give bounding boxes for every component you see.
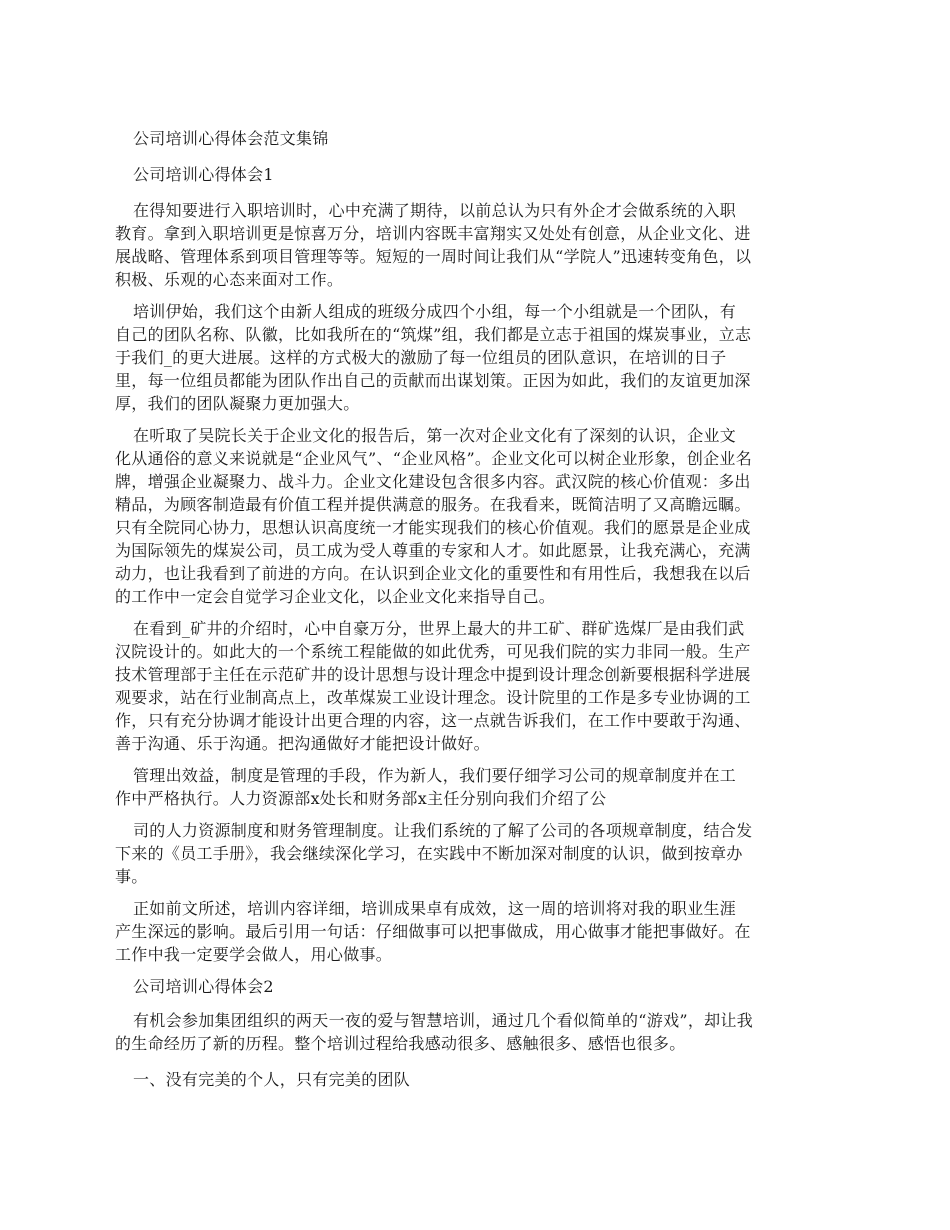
paragraph-line: 有机会参加集团组织的两天一夜的爱与智慧培训，通过几个看似简单的“游戏”，却让我	[133, 1011, 754, 1030]
paragraph-line: 技术管理部于主任在示范矿井的设计思想与设计理念中提到设计理念创新要根据科学进展	[115, 665, 751, 684]
paragraph-line: 精品，为顾客制造最有价值工程并提供满意的服务。在我看来，既简洁明了又高瞻远瞩。	[115, 495, 751, 514]
paragraph-line: 事。	[115, 867, 148, 886]
paragraph-line: 教育。拿到入职培训更是惊喜万分，培训内容既丰富翔实又处处有创意，从企业文化、进	[115, 224, 751, 243]
section-heading-1: 公司培训心得体会1	[133, 165, 274, 184]
paragraph-line: 正如前文所述，培训内容详细，培训成果卓有成效，这一周的培训将对我的职业生涯	[133, 899, 737, 918]
paragraph-line: 里，每一位组员都能为团队作出自己的贡献而出谋划策。正因为如此，我们的友谊更加深	[115, 371, 751, 390]
paragraph-line: 下来的《员工手册》，我会继续深化学习，在实践中不断加深对制度的认识，做到按章办	[115, 844, 743, 863]
paragraph-line: 的生命经历了新的历程。整个培训过程给我感动很多、感触很多、感悟也很多。	[115, 1034, 686, 1053]
paragraph-line: 工作中我一定要学会做人，用心做事。	[115, 945, 393, 964]
paragraph-line: 为国际领先的煤炭公司，员工成为受人尊重的专家和人才。如此愿景，让我充满心，充满	[115, 541, 751, 560]
paragraph-line: 积极、乐观的心态来面对工作。	[115, 270, 344, 289]
paragraph-line: 于我们_的更大进展。这样的方式极大的激励了每一位组员的团队意识，在培训的日子	[115, 348, 727, 367]
paragraph-line: 培训伊始，我们这个由新人组成的班级分成四个小组，每一个小组就是一个团队，有	[133, 302, 737, 321]
paragraph-line: 展战略、管理体系到项目管理等等。短短的一周时间让我们从“学院人”迅速转变角色，以	[115, 247, 752, 266]
paragraph-line: 管理出效益，制度是管理的手段，作为新人，我们要仔细学习公司的规章制度并在工	[133, 766, 737, 785]
paragraph-line: 的工作中一定会自觉学习企业文化，以企业文化来指导自己。	[115, 587, 556, 606]
paragraph-line: 在看到_矿井的介绍时，心中自豪万分，世界上最大的井工矿、群矿选煤厂是由我们武	[133, 619, 745, 638]
section-heading-2: 公司培训心得体会2	[133, 977, 274, 996]
sub-heading: 一、没有完美的个人，只有完美的团队	[133, 1070, 411, 1089]
paragraph-line: 观要求，站在行业制高点上，改革煤炭工业设计理念。设计院里的工作是多专业协调的工	[115, 688, 751, 707]
paragraph-line: 在听取了吴院长关于企业文化的报告后，第一次对企业文化有了深刻的认识，企业文	[133, 426, 737, 445]
paragraph-line: 化从通俗的意义来说就是“企业风气”、“企业风格”。企业文化可以树企业形象，创企业名	[115, 449, 753, 468]
document-title: 公司培训心得体会范文集锦	[133, 129, 329, 148]
paragraph-line: 司的人力资源制度和财务管理制度。让我们系统的了解了公司的各项规章制度，结合发	[133, 821, 753, 840]
paragraph-line: 牌，增强企业凝聚力、战斗力。企业文化建设包含很多内容。武汉院的核心价值观：多出	[115, 472, 751, 491]
paragraph-line: 善于沟通、乐于沟通。把沟通做好才能把设计做好。	[115, 734, 490, 753]
paragraph-line: 产生深远的影响。最后引用一句话：仔细做事可以把事做成，用心做事才能把事做好。在	[115, 922, 751, 941]
paragraph-line: 作中严格执行。人力资源部x处长和财务部x主任分别向我们介绍了公	[115, 789, 607, 808]
paragraph-line: 汉院设计的。如此大的一个系统工程能做的如此优秀，可见我们院的实力非同一般。生产	[115, 642, 751, 661]
paragraph-line: 厚，我们的团队凝聚力更加强大。	[115, 394, 360, 413]
paragraph-line: 作，只有充分协调才能设计出更合理的内容，这一点就告诉我们，在工作中要敢于沟通、	[115, 711, 751, 730]
paragraph-line: 动力，也让我看到了前进的方向。在认识到企业文化的重要性和有用性后，我想我在以后	[115, 564, 751, 583]
paragraph-line: 自己的团队名称、队徽，比如我所在的“筑煤”组，我们都是立志于祖国的煤炭事业，立志	[115, 325, 752, 344]
paragraph-line: 只有全院同心协力，思想认识高度统一才能实现我们的核心价值观。我们的愿景是企业成	[115, 518, 751, 537]
paragraph-line: 在得知要进行入职培训时，心中充满了期待，以前总认为只有外企才会做系统的入职	[133, 201, 737, 220]
